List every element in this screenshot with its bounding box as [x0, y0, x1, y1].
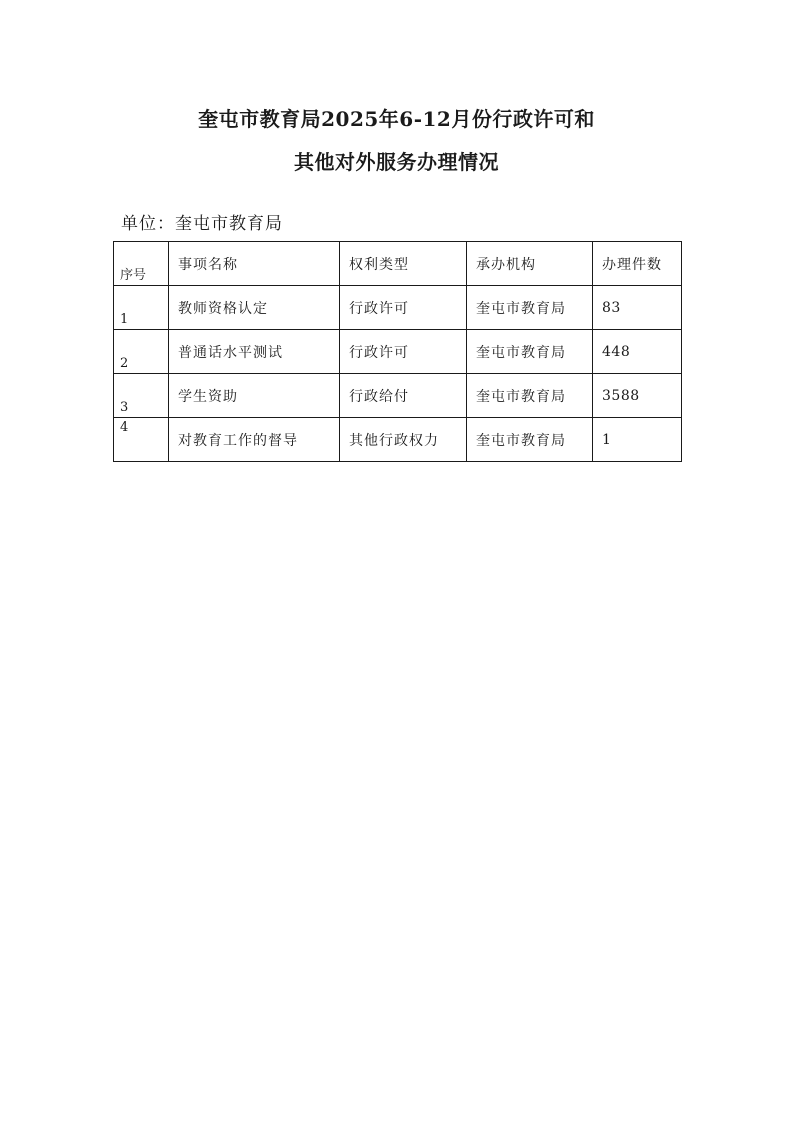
- row-count: 3588: [593, 374, 682, 418]
- row-count: 448: [593, 330, 682, 374]
- row-agency: 奎屯市教育局: [467, 418, 593, 462]
- row-right-type: 行政给付: [340, 374, 467, 418]
- row-right-type: 其他行政权力: [340, 418, 467, 462]
- services-table: [113, 241, 682, 462]
- row-item-name: 教师资格认定: [169, 286, 340, 330]
- row-count: 83: [593, 286, 682, 330]
- table-row: [114, 374, 682, 418]
- document-title-line-1: 奎屯市教育局2025年6-12月份行政许可和: [198, 107, 595, 131]
- row-right-type: 行政许可: [340, 330, 467, 374]
- document-title-line-2: 其他对外服务办理情况: [294, 150, 499, 174]
- header-count: 办理件数: [593, 242, 682, 286]
- unit-label: 单位：奎屯市教育局: [121, 214, 283, 234]
- table-header-row: [114, 242, 682, 286]
- row-index: 3: [114, 374, 169, 418]
- header-item-name: 事项名称: [169, 242, 340, 286]
- header-right-type: 权利类型: [340, 242, 467, 286]
- table-row: [114, 286, 682, 330]
- table-row: [114, 330, 682, 374]
- row-count: 1: [593, 418, 682, 462]
- row-agency: 奎屯市教育局: [467, 286, 593, 330]
- row-item-name: 学生资助: [169, 374, 340, 418]
- header-agency: 承办机构: [467, 242, 593, 286]
- row-agency: 奎屯市教育局: [467, 374, 593, 418]
- row-agency: 奎屯市教育局: [467, 330, 593, 374]
- row-index: 1: [114, 286, 169, 330]
- header-index: 序号: [114, 242, 169, 286]
- row-right-type: 行政许可: [340, 286, 467, 330]
- table-row: [114, 418, 682, 462]
- row-index: 4: [114, 418, 169, 462]
- row-item-name: 对教育工作的督导: [169, 418, 340, 462]
- row-item-name: 普通话水平测试: [169, 330, 340, 374]
- row-index: 2: [114, 330, 169, 374]
